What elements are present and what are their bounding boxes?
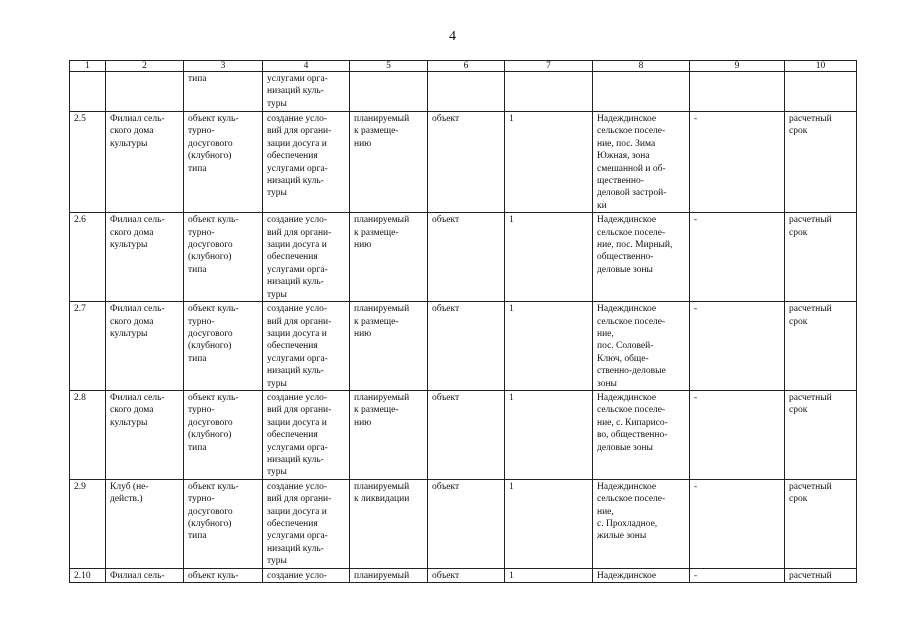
table-row [70, 390, 857, 479]
table-cell: 1 [505, 112, 593, 213]
table-cell: типа [184, 72, 263, 112]
table-cell: расчетный срок [785, 479, 857, 568]
table-cell [106, 72, 184, 112]
table-cell: - [690, 302, 785, 391]
table-cell: создание усло- вий для органи- зации досуга и обеспечения услугами орга- низаций куль- туры [263, 213, 350, 302]
table-cell: объект куль- турно- досугового (клубного) типа [184, 213, 263, 302]
column-header: 8 [593, 61, 690, 72]
table-cell: 2.5 [70, 112, 106, 213]
table-cell: объект [428, 390, 505, 479]
table-row [70, 479, 857, 568]
column-header: 5 [350, 61, 428, 72]
table-cell [428, 72, 505, 112]
table-header-row [70, 61, 857, 72]
table-cell: Надеждинское сельское поселе- ние, пос. Мирный, общественно- деловые зоны [593, 213, 690, 302]
table-row [70, 112, 857, 213]
table-cell: 1 [505, 213, 593, 302]
table-cell [690, 72, 785, 112]
table-cell: объект куль- [184, 568, 263, 582]
table-cell: Надеждинское сельское поселе- ние, с. Кипарисо- во, общественно- деловые зоны [593, 390, 690, 479]
table-cell [350, 72, 428, 112]
table-cell: расчетный срок [785, 302, 857, 391]
table-cell: планируемый к размеще- нию [350, 112, 428, 213]
table-cell: 1 [505, 390, 593, 479]
table-cell: - [690, 390, 785, 479]
table-row [70, 568, 857, 582]
table-cell: планируемый к размеще- нию [350, 213, 428, 302]
table-cell: планируемый к размеще- нию [350, 302, 428, 391]
table-cell: планируемый к размеще- нию [350, 390, 428, 479]
table-cell: 1 [505, 479, 593, 568]
column-header: 3 [184, 61, 263, 72]
column-header: 1 [70, 61, 106, 72]
table-cell: создание усло- вий для органи- зации досуга и обеспечения услугами орга- низаций куль- туры [263, 390, 350, 479]
table-cell: 2.9 [70, 479, 106, 568]
table-cell: Филиал сель- ского дома культуры [106, 302, 184, 391]
table-cell: Филиал сель- ского дома культуры [106, 390, 184, 479]
table-cell: 1 [505, 568, 593, 582]
table-cell: Надеждинское [593, 568, 690, 582]
page-number: 4 [449, 29, 456, 44]
table-cell: 2.10 [70, 568, 106, 582]
column-header: 9 [690, 61, 785, 72]
table-cell: расчетный срок [785, 213, 857, 302]
table-cell: объект куль- турно- досугового (клубного) типа [184, 479, 263, 568]
table-row [70, 302, 857, 391]
table-cell: планируемый [350, 568, 428, 582]
table-cell [70, 72, 106, 112]
table-cell: объект куль- турно- досугового (клубного) типа [184, 112, 263, 213]
table-cell: 2.6 [70, 213, 106, 302]
table-cell: 2.7 [70, 302, 106, 391]
table-cell: - [690, 479, 785, 568]
table-cell [505, 72, 593, 112]
table-row [70, 213, 857, 302]
table-row [70, 72, 857, 112]
table-cell [785, 72, 857, 112]
table-cell: услугами орга- низаций куль- туры [263, 72, 350, 112]
table-cell: объект [428, 213, 505, 302]
table-cell: - [690, 213, 785, 302]
table-cell: Филиал сель- ского дома культуры [106, 213, 184, 302]
objects-table [69, 60, 857, 583]
table-cell: объект [428, 112, 505, 213]
table-cell: Клуб (не- действ.) [106, 479, 184, 568]
table-cell: создание усло- [263, 568, 350, 582]
column-header: 4 [263, 61, 350, 72]
table-cell: объект куль- турно- досугового (клубного) типа [184, 390, 263, 479]
table-cell [593, 72, 690, 112]
table-cell: объект [428, 479, 505, 568]
table-cell: Надеждинское сельское поселе- ние, пос. Зима Южная, зона смешанной и об- щественно- деловой застрой- ки [593, 112, 690, 213]
table-cell: Надеждинское сельское поселе- ние, с. Прохладное, жилые зоны [593, 479, 690, 568]
table-cell: 2.8 [70, 390, 106, 479]
table-cell: создание усло- вий для органи- зации досуга и обеспечения услугами орга- низаций куль- туры [263, 479, 350, 568]
table-cell: - [690, 112, 785, 213]
table-cell: 1 [505, 302, 593, 391]
table-cell: создание усло- вий для органи- зации досуга и обеспечения услугами орга- низаций куль- туры [263, 302, 350, 391]
table-cell: расчетный срок [785, 112, 857, 213]
table-cell: создание усло- вий для органи- зации досуга и обеспечения услугами орга- низаций куль- туры [263, 112, 350, 213]
table-cell: расчетный [785, 568, 857, 582]
table-cell: объект [428, 302, 505, 391]
table-cell: Надеждинское сельское поселе- ние, пос. Соловей- Ключ, обще- ственно-деловые зоны [593, 302, 690, 391]
table-cell: планируемый к ликвидации [350, 479, 428, 568]
column-header: 6 [428, 61, 505, 72]
table-cell: объект куль- турно- досугового (клубного) типа [184, 302, 263, 391]
column-header: 10 [785, 61, 857, 72]
column-header: 2 [106, 61, 184, 72]
table-cell: расчетный срок [785, 390, 857, 479]
table-cell: - [690, 568, 785, 582]
table-cell: Филиал сель- [106, 568, 184, 582]
column-header: 7 [505, 61, 593, 72]
table-cell: объект [428, 568, 505, 582]
table-cell: Филиал сель- ского дома культуры [106, 112, 184, 213]
